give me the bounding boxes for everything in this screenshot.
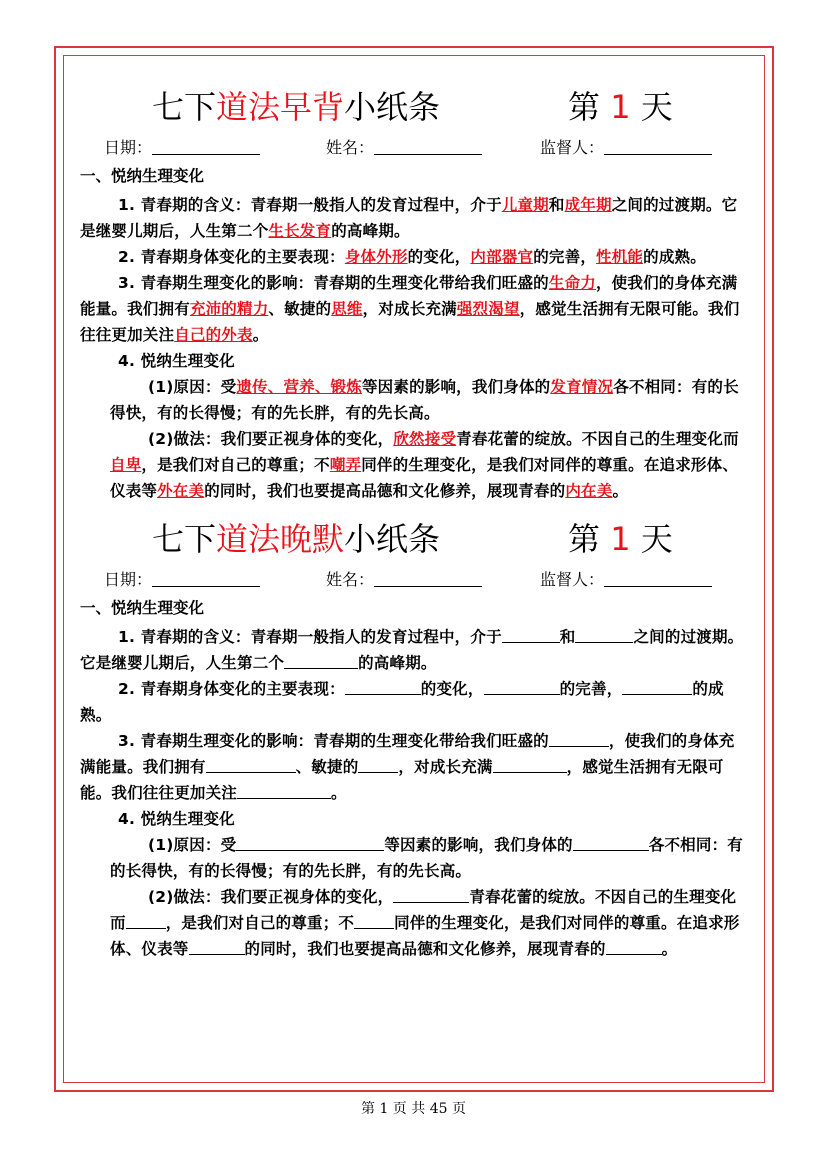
morning-title-row bbox=[80, 80, 750, 132]
morning-title: 七下道法早背小纸条 bbox=[152, 88, 441, 126]
evening-paragraph-2: 2. 青春期身体变化的主要表现： 的变化， 的完善， 的成熟。 bbox=[80, 680, 724, 724]
morning-section-heading: 一、悦纳生理变化 bbox=[80, 167, 205, 185]
evening-paragraph-5: (1)原因：受 等因素的影响，我们身体的 各不相同：有的长得快，有的长得慢；有的先长胖，有的先长高。 bbox=[110, 836, 743, 880]
evening-paragraph-1: 1. 青春期的含义：青春期一般指人的发育过程中，介于 和 之间的过渡期。它是继婴儿期后，人生第二个 的高峰期。 bbox=[80, 628, 744, 672]
morning-paragraph-3: 3. 青春期生理变化的影响：青春期的生理变化带给我们旺盛的生命力，使我们的身体充满能量。我们拥有充沛的精力、敏捷的思维，对成长充满强烈渴望，感觉生活拥有无限可能。我们往往更加关注自己的外表。 bbox=[80, 274, 740, 344]
evening-paragraph-4: 4. 悦纳生理变化 bbox=[118, 810, 235, 828]
worksheet-content bbox=[80, 80, 750, 962]
morning-paragraph-5: (1)原因：受遗传、营养、锻炼等因素的影响，我们身体的发育情况各不相同：有的长得快，有的长得慢；有的先长胖，有的先长高。 bbox=[110, 378, 739, 422]
morning-paragraph-6: (2)做法：我们要正视身体的变化，欣然接受青春花蕾的绽放。不因自己的生理变化而自卑，是我们对自己的尊重；不嘲弄同伴的生理变化，是我们对同伴的尊重。在追求形体、仪表等外在美的同时，我们也要提高品德和文化修养，展现青春的内在美。 bbox=[110, 430, 739, 500]
evening-day-label: 第 1 天 bbox=[568, 520, 673, 558]
morning-day-label: 第 1 天 bbox=[568, 88, 673, 126]
evening-title: 七下道法晚默小纸条 bbox=[152, 520, 441, 558]
morning-info-row bbox=[80, 132, 750, 162]
morning-date-field: 日期： bbox=[104, 135, 260, 158]
morning-name-field: 姓名： bbox=[326, 135, 482, 158]
morning-paragraph-4: 4. 悦纳生理变化 bbox=[118, 352, 235, 370]
morning-paragraph-2: 2. 青春期身体变化的主要表现：身体外形的变化，内部器官的完善，性机能的成熟。 bbox=[118, 248, 706, 266]
evening-paragraph-6: (2)做法：我们要正视身体的变化， 青春花蕾的绽放。不因自己的生理变化而 ，是我们对自己的尊重；不 同伴的生理变化，是我们对同伴的尊重。在追求形体、仪表等 的同时，我们也要提高品德和文化修养，展现青春的 。 bbox=[110, 888, 740, 958]
evening-date-field: 日期： bbox=[104, 567, 260, 590]
evening-paragraph-3: 3. 青春期生理变化的影响：青春期的生理变化带给我们旺盛的 ，使我们的身体充满能量。我们拥有 、敏捷的 ，对成长充满 ，感觉生活拥有无限可能。我们往往更加关注 。 bbox=[80, 732, 735, 802]
morning-supervisor-field: 监督人： bbox=[540, 135, 712, 158]
page-footer: 第 1 页 共 45 页 bbox=[361, 1101, 466, 1117]
evening-supervisor-field: 监督人： bbox=[540, 567, 712, 590]
evening-name-field: 姓名： bbox=[326, 567, 482, 590]
evening-title-row bbox=[80, 512, 750, 564]
evening-info-row bbox=[80, 564, 750, 594]
morning-paragraph-1: 1. 青春期的含义：青春期一般指人的发育过程中，介于儿童期和成年期之间的过渡期。它是继婴儿期后，人生第二个生长发育的高峰期。 bbox=[80, 196, 738, 240]
evening-section-heading: 一、悦纳生理变化 bbox=[80, 599, 205, 617]
